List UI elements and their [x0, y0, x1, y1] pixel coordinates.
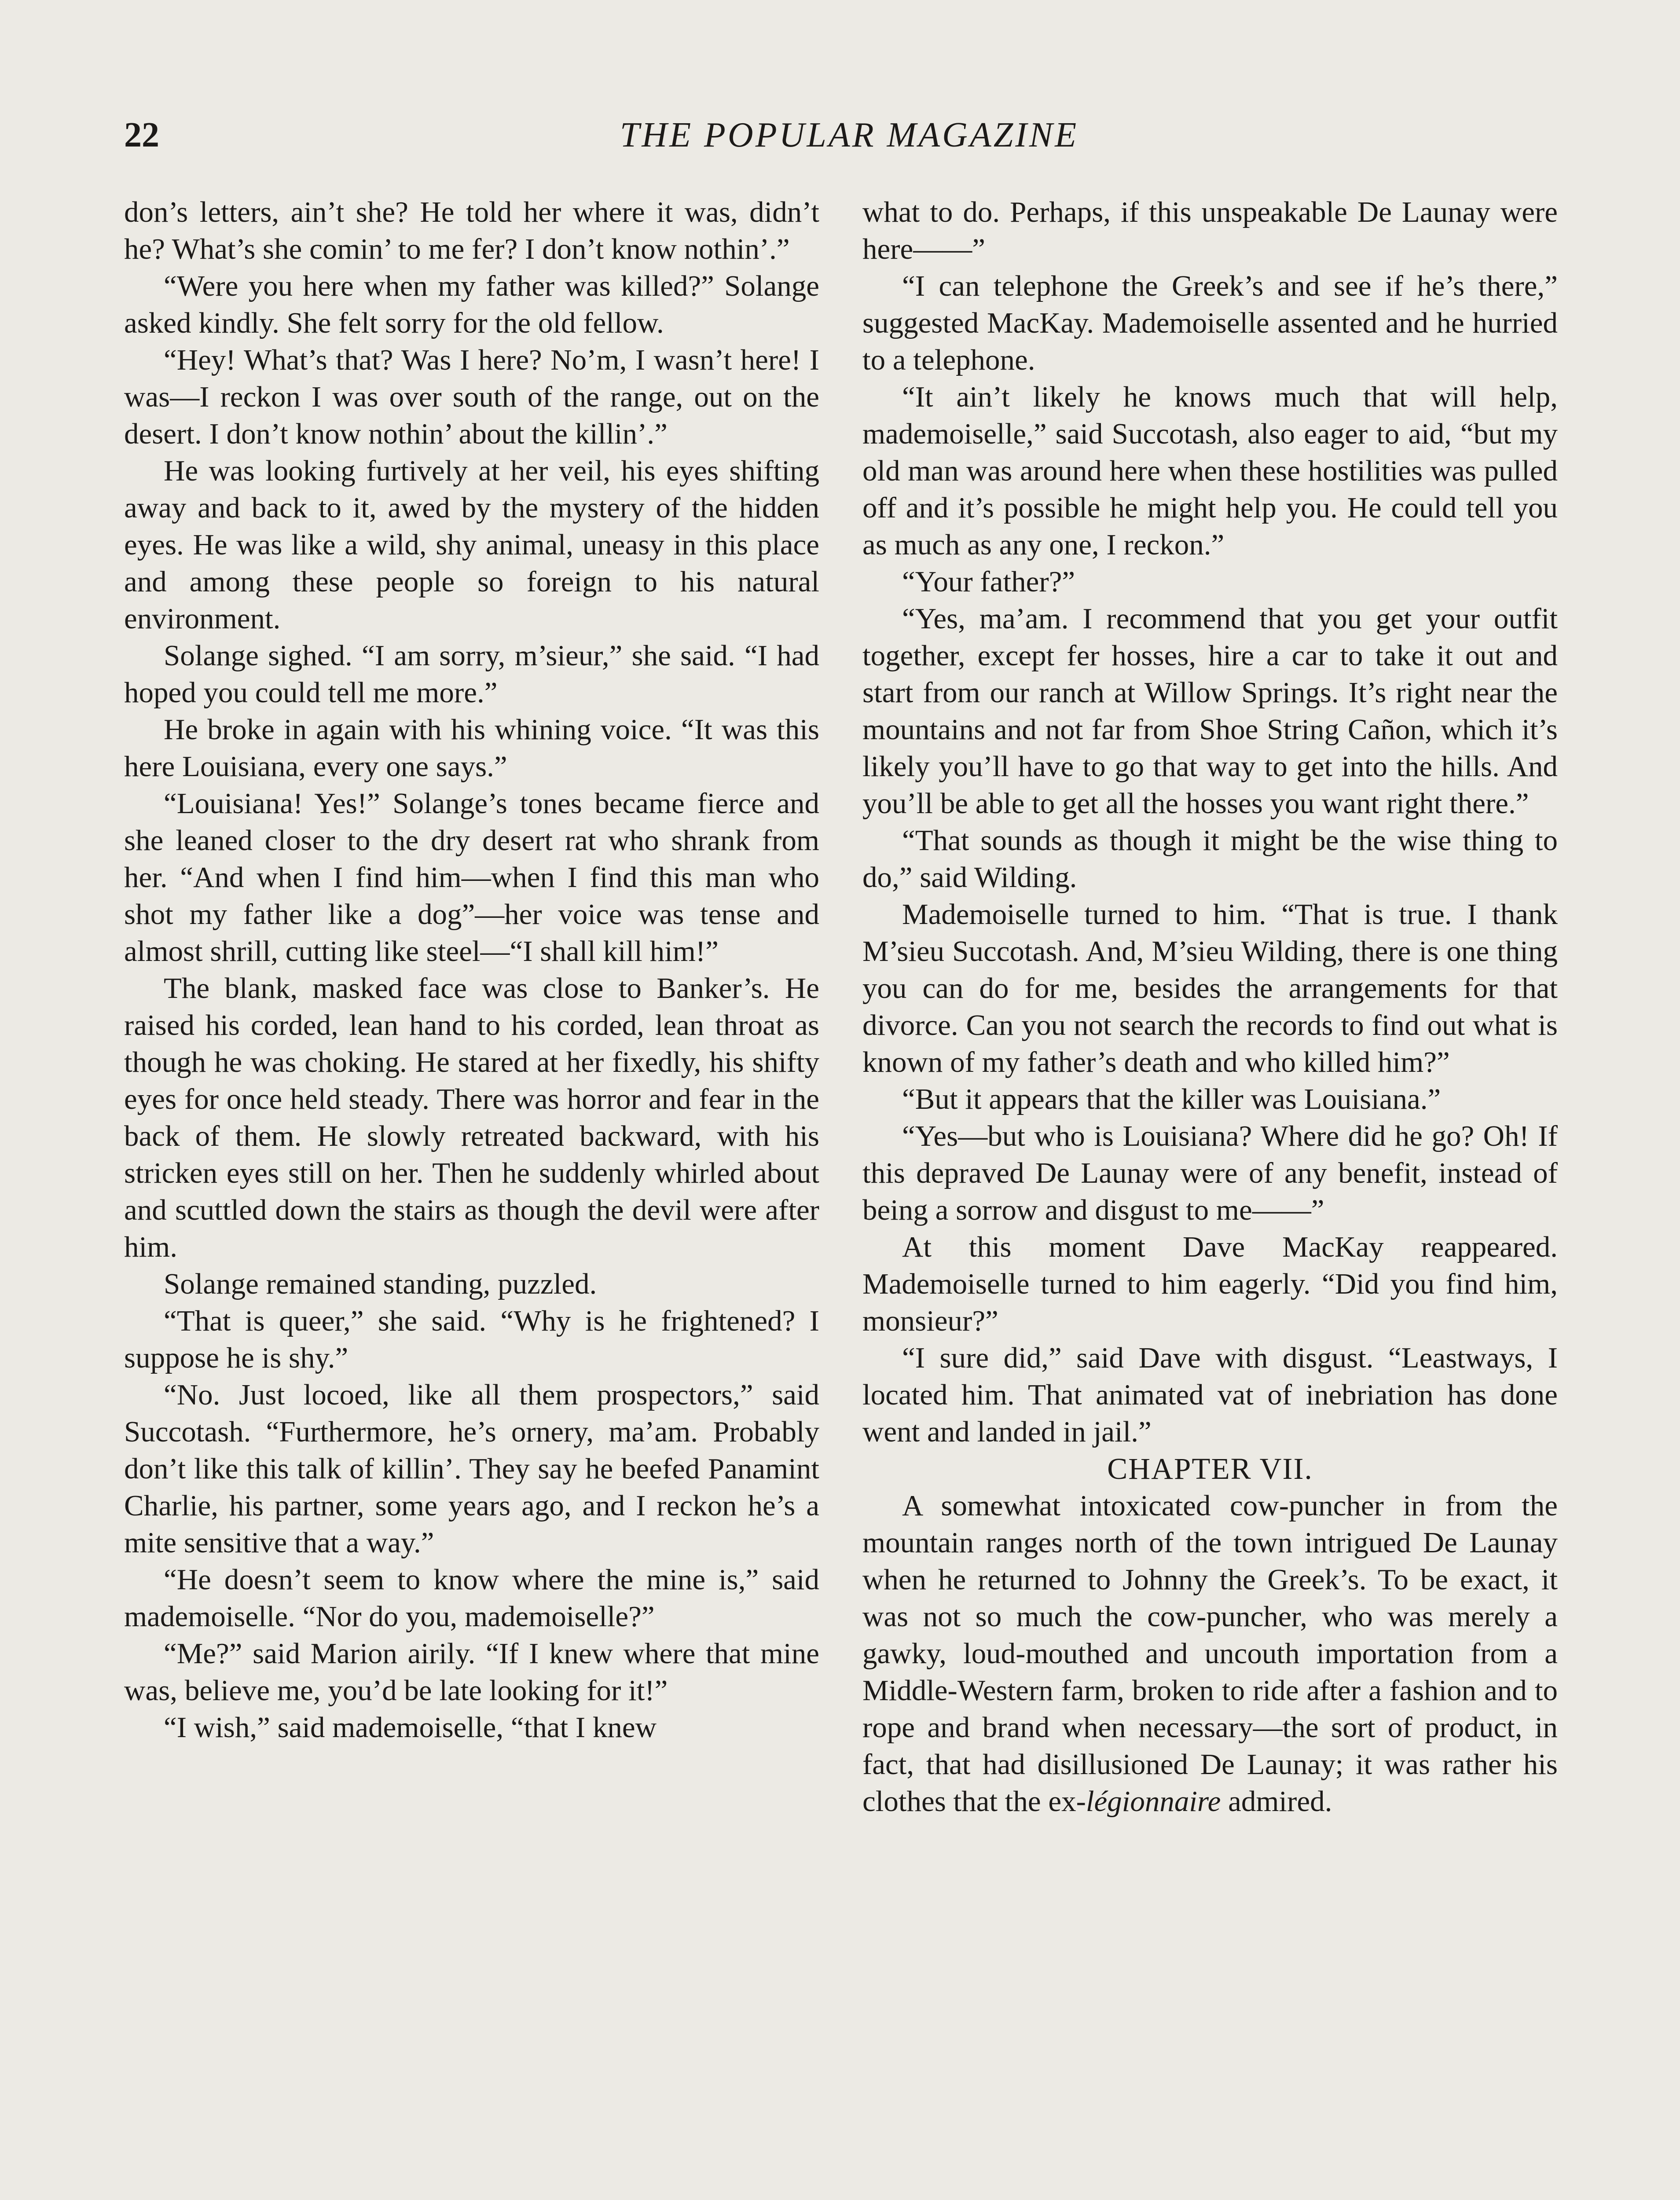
- paragraph: He was looking furtively at her veil, his eyes shifting away and back to it, awed by the mystery of the hidden eyes. He was like a wild, shy animal, uneasy in this place and among these people so foreign to his natural environment.: [124, 455, 819, 635]
- paragraph-text: A somewhat intoxicated cow-puncher in from the mountain ranges north of the town intrigued De Launay when he returned to Johnny the Greek’s. To be exact, it was not so much the cow-puncher, who was merely a gawky, loud-mouthed and uncouth importation from a Middle-Western farm, broken to ride after a fashion and to rope and brand when necessary—the sort of product, in fact, that had disillusioned De Launay; it was rather his clothes that the ex-: [862, 1489, 1558, 1818]
- paragraph: “He doesn’t seem to know where the mine is,” said mademoiselle. “Nor do you, mademoiselle?”: [124, 1563, 819, 1633]
- paragraph: He broke in again with his whining voice. “It was this here Louisiana, every one says.”: [124, 713, 819, 783]
- page-number: 22: [124, 116, 159, 154]
- chapter-heading: CHAPTER VII.: [1107, 1452, 1313, 1485]
- paragraph: “Were you here when my father was killed?” Solange asked kindly. She felt sorry for the old fellow.: [124, 270, 819, 339]
- paragraph-text: admired.: [1221, 1785, 1332, 1818]
- paragraph: The blank, masked face was close to Banker’s. He raised his corded, lean hand to his corded, lean throat as though he was choking. He stared at her fixedly, his shifty eyes for once held steady. There was horror and fear in the back of them. He slowly retreated backward, with his stricken eyes still on her. Then he suddenly whirled about and scuttled down the stairs as though the devil were after him.: [124, 972, 819, 1263]
- running-head: THE POPULAR MAGAZINE: [620, 116, 1079, 154]
- paragraph: don’s letters, ain’t she? He told her where it was, didn’t he? What’s she comin’ to me fer? I don’t know nothin’.”: [124, 196, 819, 265]
- paragraph: At this moment Dave MacKay reappeared. Mademoiselle turned to him eagerly. “Did you find him, monsieur?”: [862, 1231, 1558, 1337]
- italic-word: légionnaire: [1086, 1785, 1221, 1818]
- paragraph: what to do. Perhaps, if this unspeakable De Launay were here——”: [862, 196, 1558, 265]
- paragraph: [862, 1487, 1558, 1820]
- paragraph: “I wish,” said mademoiselle, “that I knew: [164, 1711, 657, 1744]
- paragraph: “Yes, ma’am. I recommend that you get your outfit together, except fer hosses, hire a car to take it out and start from our ranch at Willow Springs. It’s right near the mountains and not far from Shoe String Cañon, which it’s likely you’ll have to go that way to get into the hills. And you’ll be able to get all the hosses you want right there.”: [862, 602, 1558, 820]
- paragraph: Solange remained standing, puzzled.: [164, 1268, 597, 1300]
- paragraph: “No. Just locoed, like all them prospectors,” said Succotash. “Furthermore, he’s ornery, ma’am. Probably don’t like this talk of killin’. They say he beefed Panamint Charlie, his partner, some years ago, and I reckon he’s a mite sensitive that a way.”: [124, 1379, 819, 1559]
- paragraph: “That is queer,” she said. “Why is he frightened? I suppose he is shy.”: [124, 1305, 819, 1374]
- paragraph: “But it appears that the killer was Louisiana.”: [902, 1083, 1441, 1115]
- paragraph: “I sure did,” said Dave with disgust. “Leastways, I located him. That animated vat of inebriation has done went and landed in jail.”: [862, 1342, 1558, 1448]
- left-column: [124, 194, 819, 1746]
- right-column: [862, 194, 1558, 1820]
- paragraph: “Hey! What’s that? Was I here? No’m, I wasn’t here! I was—I reckon I was over south of the range, out on the desert. I don’t know nothin’ about the killin’.”: [124, 344, 819, 450]
- paragraph: “Louisiana! Yes!” Solange’s tones became fierce and she leaned closer to the dry desert rat who shrank from her. “And when I find him—when I find this man who shot my father like a dog”—her voice was tense and almost shrill, cutting like steel—“I shall kill him!”: [124, 787, 819, 968]
- paragraph: “I can telephone the Greek’s and see if he’s there,” suggested MacKay. Mademoiselle assented and he hurried to a telephone.: [862, 270, 1558, 376]
- paragraph: “That sounds as though it might be the wise thing to do,” said Wilding.: [862, 824, 1558, 894]
- paragraph: Solange sighed. “I am sorry, m’sieur,” she said. “I had hoped you could tell me more.”: [124, 639, 819, 709]
- paragraph: “Your father?”: [902, 565, 1075, 598]
- paragraph: “It ain’t likely he knows much that will help, mademoiselle,” said Succotash, also eager to aid, “but my old man was around here when these hostilities was pulled off and it’s possible he might help you. He could tell you as much as any one, I reckon.”: [862, 381, 1558, 561]
- paragraph: “Yes—but who is Louisiana? Where did he go? Oh! If this depraved De Launay were of any benefit, instead of being a sorrow and disgust to me——”: [862, 1120, 1558, 1226]
- paragraph: “Me?” said Marion airily. “If I knew where that mine was, believe me, you’d be late looking for it!”: [124, 1637, 819, 1707]
- paragraph: Mademoiselle turned to him. “That is true. I thank M’sieu Succotash. And, M’sieu Wilding, there is one thing you can do for me, besides the arrangements for that divorce. Can you not search the records to find out what is known of my father’s death and who killed him?”: [862, 898, 1558, 1078]
